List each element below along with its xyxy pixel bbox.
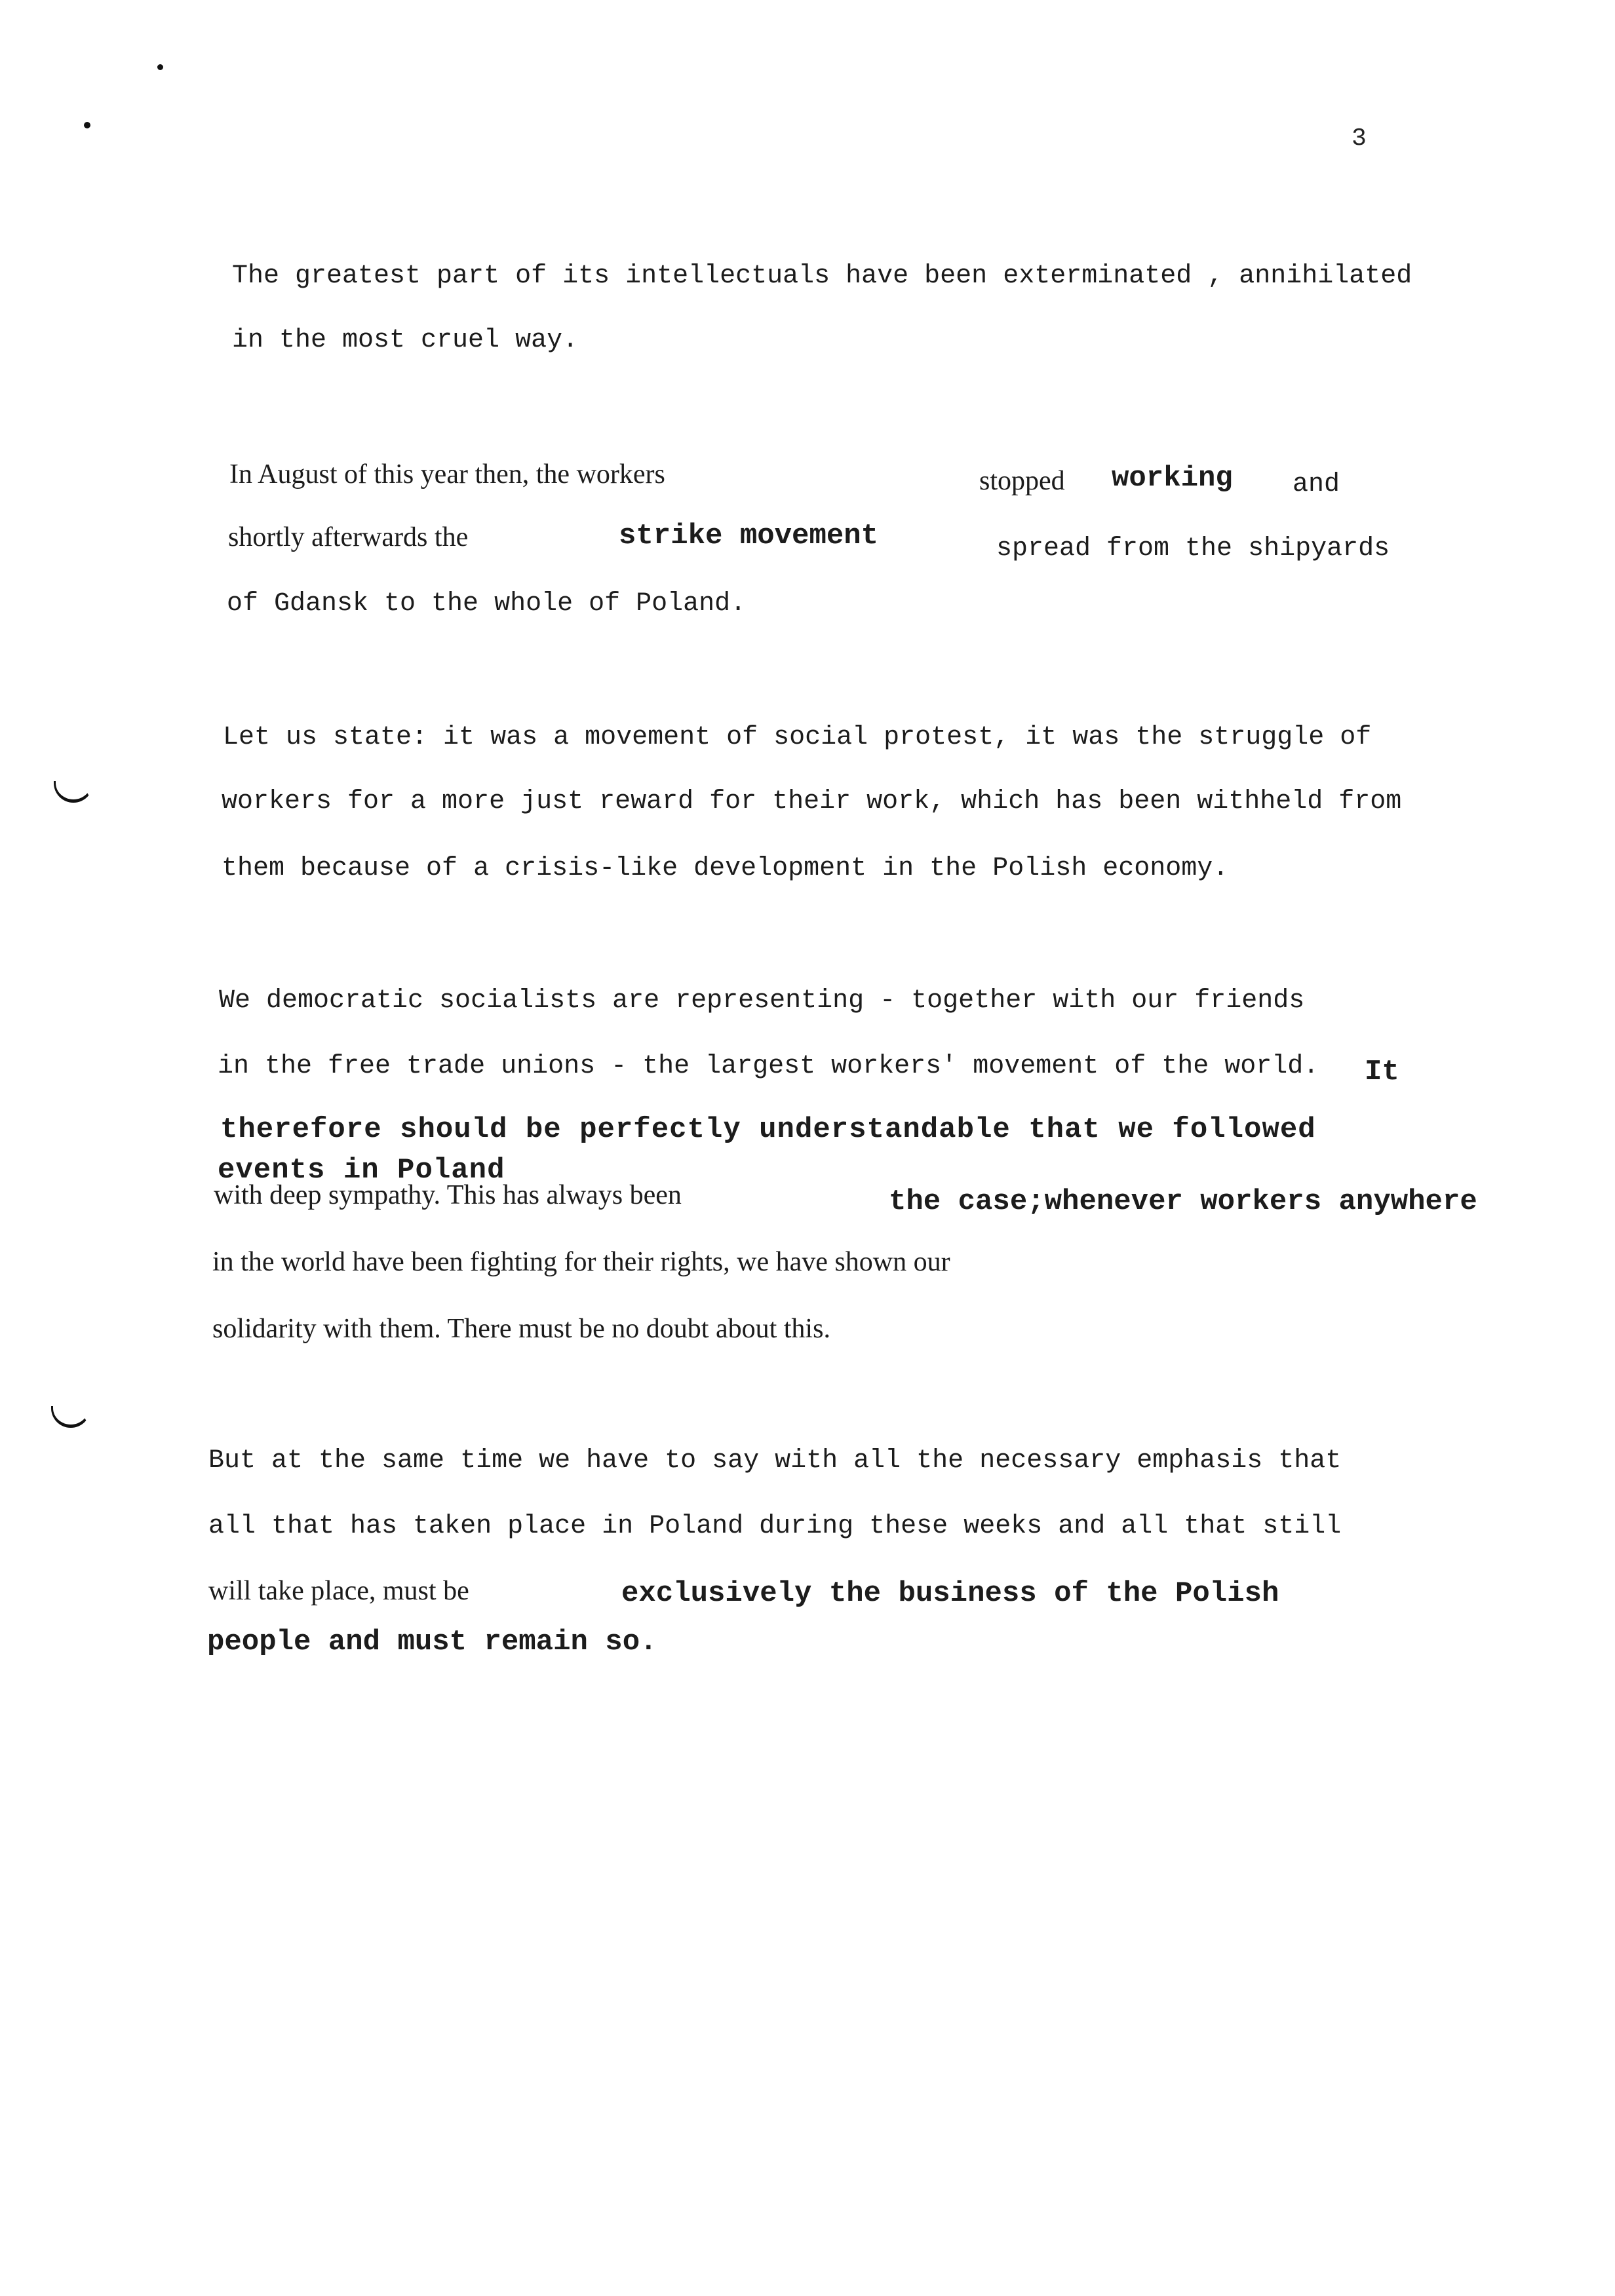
p4-line-7: solidarity with them. There must be no doubt about this. [212, 1314, 830, 1344]
p4-line-5-text: with deep sympathy. This has always been [214, 1180, 682, 1210]
punch-hole-mark [51, 1406, 90, 1428]
p5-line-3 [208, 1575, 1519, 1615]
p5-line-1: But at the same time we have to say with all the necessary emphasis that [208, 1446, 1342, 1476]
p4-line-1: We democratic socialists are representing - together with our friends [219, 986, 1305, 1016]
p5-line-2: all that has taken place in Poland during these weeks and all that still [208, 1512, 1342, 1541]
p2-line-1-stopped: stopped [979, 466, 1065, 496]
p2-line-3: of Gdansk to the whole of Poland. [227, 589, 747, 619]
p1-line-1: The greatest part of its intellectuals have been exterminated , annihilated [232, 261, 1412, 291]
p2-line-2-end: spread from the shipyards [996, 534, 1390, 564]
p3-line-2: workers for a more just reward for their work, which has been withheld from [222, 787, 1402, 816]
p4-line-2 [218, 1051, 1594, 1090]
p1-line-2: in the most cruel way. [232, 326, 579, 355]
p2-line-1 [229, 459, 1409, 498]
p5-line-3-text: will take place, must be [208, 1576, 469, 1606]
p4-line-3: therefore should be perfectly understandable that we followed [220, 1113, 1316, 1146]
scan-speck [157, 64, 163, 70]
p4-line-5-bold: the case;whenever workers anywhere [889, 1185, 1477, 1218]
p2-line-2-strike-movement: strike movement [619, 520, 879, 552]
p3-line-1: Let us state: it was a movement of social protest, it was the struggle of [223, 723, 1372, 752]
punch-hole-mark [54, 781, 93, 803]
page-number: 3 [1352, 124, 1367, 153]
p4-line-4: events in Poland [218, 1154, 505, 1187]
p4-line-6: in the world have been fighting for their rights, we have shown our [212, 1247, 950, 1277]
p3-line-3: them because of a crisis-like development in the Polish economy. [222, 854, 1229, 883]
scan-speck [84, 122, 90, 128]
p2-line-1-start: In August of this year then, the workers [229, 459, 665, 489]
p5-line-3-bold: exclusively the business of the Polish [621, 1577, 1279, 1610]
p5-line-4: people and must remain so. [207, 1626, 657, 1658]
p4-line-5 [214, 1179, 1610, 1219]
p2-line-1-working: working [1112, 462, 1233, 495]
p4-line-2-it: It [1365, 1056, 1399, 1088]
p2-line-1-and: and [1293, 470, 1340, 499]
p2-line-2 [228, 520, 1408, 564]
p2-line-2-start: shortly afterwards the [228, 522, 469, 552]
p4-line-2-text: in the free trade unions - the largest workers' movement of the world. [218, 1052, 1319, 1081]
